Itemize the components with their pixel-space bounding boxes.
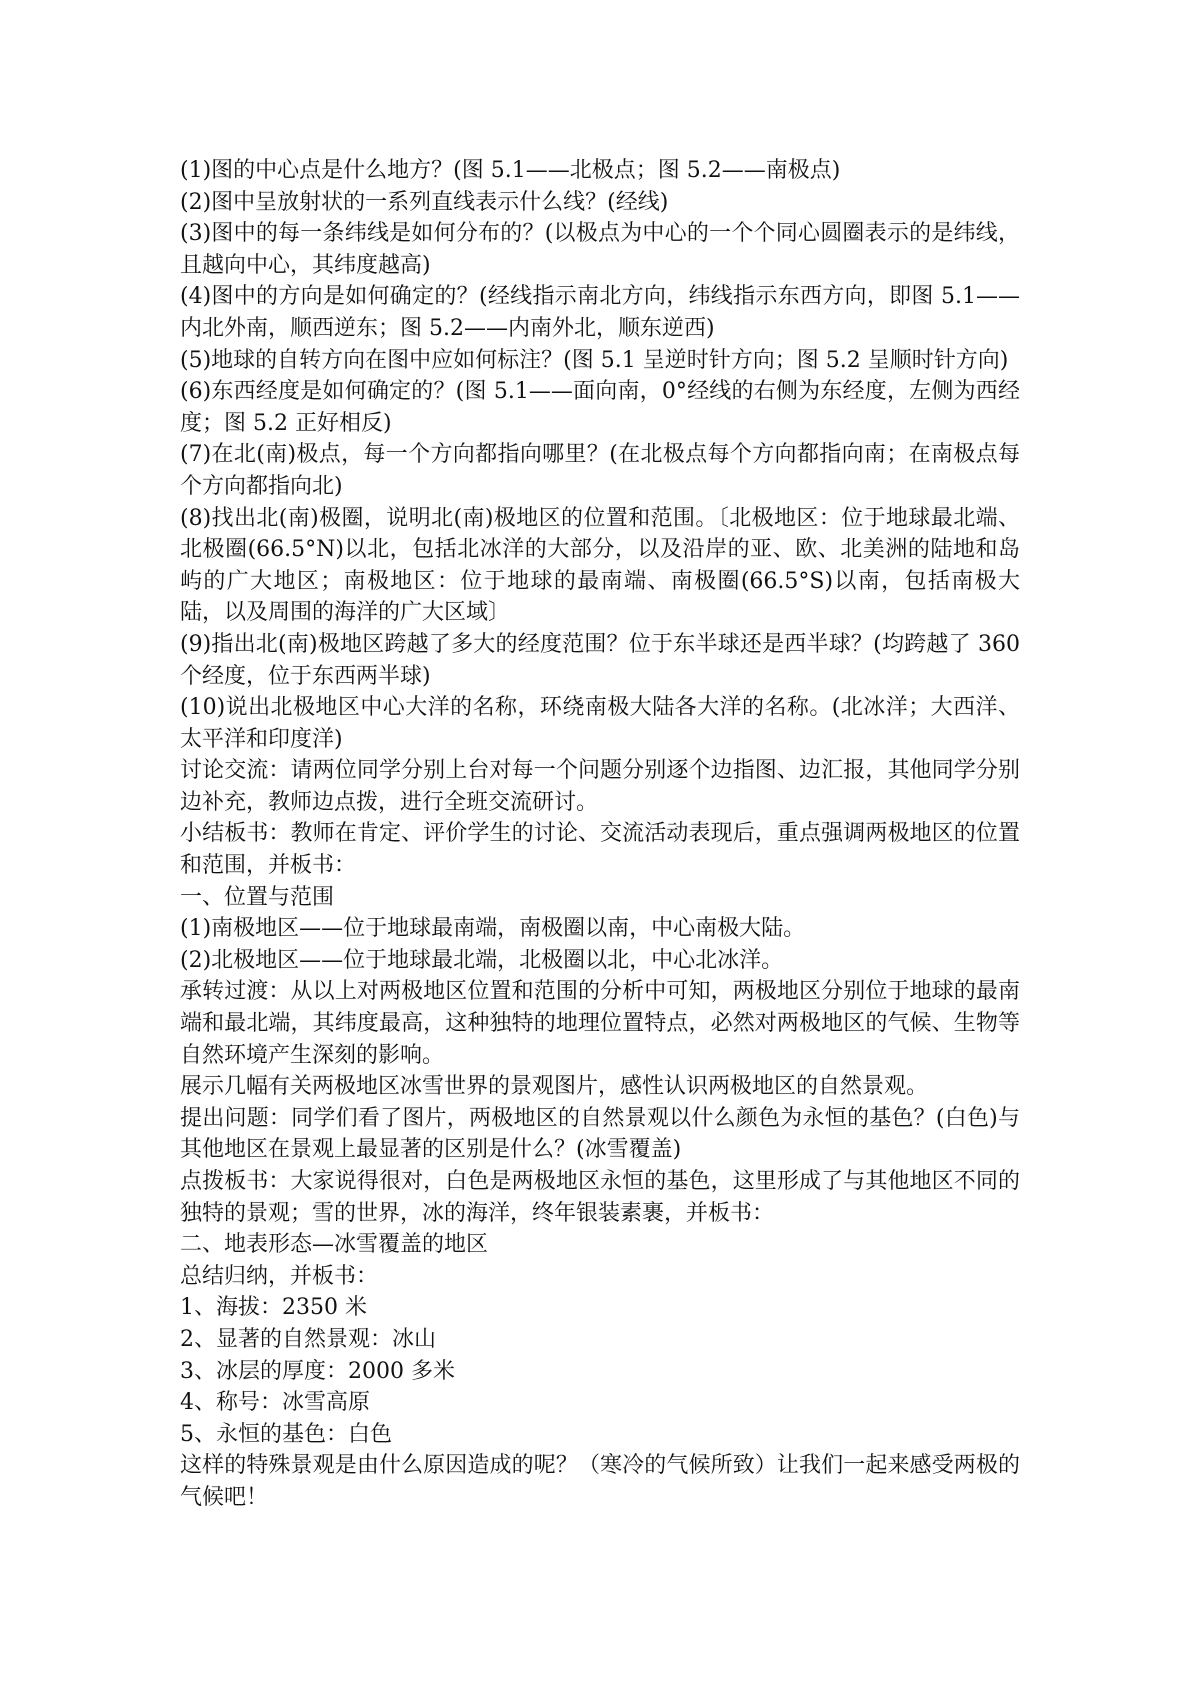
question-4: (4)图中的方向是如何确定的？(经线指示南北方向，纬线指示东西方向，即图 5.1——内北外南，顺西逆东；图 5.2——内南外北，顺东逆西) [180,284,1020,341]
question-7: (7)在北(南)极点，每一个方向都指向哪里？(在北极点每个方向都指向南；在南极点每个方向都指向北) [180,442,1020,499]
list-item-4: 4、称号：冰雪高原 [180,1390,370,1416]
question-6: (6)东西经度是如何确定的？(图 5.1——面向南，0°经线的右侧为东经度，左侧为西经度；图 5.2 正好相反) [180,379,1020,436]
question-10: (10)说出北极地区中心大洋的名称，环绕南极大陆各大洋的名称。(北冰洋；大西洋、太平洋和印度洋) [180,695,1020,752]
document-page [180,155,1020,1514]
summary-paragraph: 小结板书：教师在肯定、评价学生的讨论、交流活动表现后，重点强调两极地区的位置和范围，并板书： [180,821,1020,879]
discussion-paragraph: 讨论交流：请两位同学分别上台对每一个问题分别逐个边指图、边汇报，其他同学分别边补充，教师边点拨，进行全班交流研讨。 [180,758,1020,815]
question-9: (9)指出北(南)极地区跨越了多大的经度范围？位于东半球还是西半球？(均跨越了 360 个经度，位于东西两半球) [180,631,1020,689]
list-item-3: 3、冰层的厚度：2000 多米 [180,1358,455,1384]
transition-paragraph: 承转过渡：从以上对两极地区位置和范围的分析中可知，两极地区分别位于地球的最南端和最北端，其纬度最高，这种独特的地理位置特点，必然对两极地区的气候、生物等自然环境产生深刻的影响。 [180,979,1020,1068]
guidance-paragraph: 点拨板书：大家说得很对，白色是两极地区永恒的基色，这里形成了与其他地区不同的独特的景观；雪的世界，冰的海洋，终年银装素裹，并板书： [180,1169,1020,1226]
display-paragraph: 展示几幅有关两极地区冰雪世界的景观图片，感性认识两极地区的自然景观。 [180,1074,929,1100]
conclusion-intro: 总结归纳，并板书： [180,1263,379,1289]
list-item-5: 5、永恒的基色：白色 [180,1421,392,1447]
south-pole-item: (1)南极地区——位于地球最南端，南极圈以南，中心南极大陆。 [180,916,806,942]
north-pole-item: (2)北极地区——位于地球最北端，北极圈以北，中心北冰洋。 [180,947,784,973]
question-3: (3)图中的每一条纬线是如何分布的？(以极点为中心的一个个同心圆圈表示的是纬线，且越向中心，其纬度越高) [180,221,1020,278]
question-1: (1)图的中心点是什么地方？(图 5.1——北极点；图 5.2——南极点) [180,158,841,183]
question-paragraph: 提出问题：同学们看了图片，两极地区的自然景观以什么颜色为永恒的基色？(白色)与其他地区在景观上最显著的区别是什么？(冰雪覆盖) [180,1105,1020,1163]
closing-paragraph: 这样的特殊景观是由什么原因造成的呢？（寒冷的气候所致）让我们一起来感受两极的气候吧！ [180,1453,1020,1510]
list-item-1: 1、海拔：2350 米 [180,1295,367,1321]
list-item-2: 2、显著的自然景观：冰山 [180,1326,436,1352]
question-2: (2)图中呈放射状的一系列直线表示什么线？(经线) [180,189,669,215]
question-5: (5)地球的自转方向在图中应如何标注？(图 5.1 呈逆时针方向；图 5.2 呈顺时针方向) [180,347,1009,373]
question-8: (8)找出北(南)极圈，说明北(南)极地区的位置和范围。〔北极地区：位于地球最北端、北极圈(66.5°N)以北，包括北冰洋的大部分，以及沿岸的亚、欧、北美洲的陆地和岛屿的广大地区；南极地区：位于地球的最南端、南极圈(66.5°S)以南，包括南极大陆，以及周围的海洋的广大区域〕 [180,505,1020,626]
section-heading-2: 二、地表形态—冰雪覆盖的地区 [180,1232,489,1258]
section-heading-1: 一、位置与范围 [180,884,335,910]
